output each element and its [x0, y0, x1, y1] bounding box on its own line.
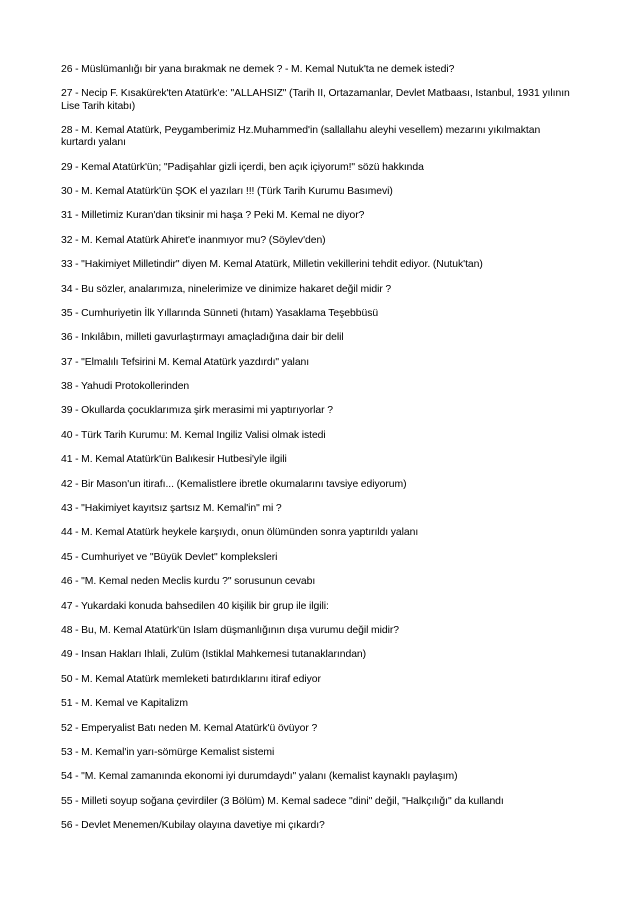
list-item: 53 - M. Kemal'in yarı-sömürge Kemalist sistemi — [61, 746, 275, 758]
list-item: 45 - Cumhuriyet ve "Büyük Devlet" kompleksleri — [61, 551, 278, 563]
list-item: 43 - "Hakimiyet kayıtsız şartsız M. Kemal'in" mi ? — [61, 503, 282, 515]
list-item: 54 - "M. Kemal zamanında ekonomi iyi durumdaydı" yalanı (kemalist kaynaklı paylaşım) — [61, 771, 458, 783]
list-item: 42 - Bir Mason'un itirafı... (Kemalistlere ibretle okumalarını tavsiye ediyorum) — [61, 478, 407, 490]
list-item: 36 - Inkılâbın, milleti gavurlaştırmayı amaçladığına dair bir delil — [61, 332, 344, 344]
list-item: 33 - "Hakimiyet Milletindir" diyen M. Kemal Atatürk, Milletin vekillerini tehdit ediyor. (Nutuk'tan) — [61, 259, 483, 271]
list-item: 34 - Bu sözler, analarımıza, ninelerimize ve dinimize hakaret değil midir ? — [61, 283, 392, 295]
list-item: 30 - M. Kemal Atatürk'ün ŞOK el yazıları !!! (Türk Tarih Kurumu Basımevi) — [61, 185, 393, 197]
list-item: 35 - Cumhuriyetin İlk Yıllarında Sünneti (hıtam) Yasaklama Teşebbüsü — [61, 307, 379, 319]
list-item: 27 - Necip F. Kısakürek'ten Atatürk'e: "ALLAHSIZ" (Tarih II, Ortazamanlar, Devlet Matbaası, Istanbul, 1931 yılının Lise Tarih kitabı) — [61, 88, 570, 112]
list-item: 48 - Bu, M. Kemal Atatürk'ün Islam düşmanlığının dışa vurumu değil midir? — [61, 625, 400, 636]
list-item: 55 - Milleti soyup soğana çevirdiler (3 Bölüm) M. Kemal sadece "dini" değil, "Halkçılığı" da kullandı — [61, 795, 504, 807]
list-item: 41 - M. Kemal Atatürk'ün Balıkesir Hutbesi'yle ilgili — [61, 454, 287, 466]
list-item: 56 - Devlet Menemen/Kubilay olayına davetiye mi çıkardı? — [61, 820, 325, 832]
list-item: 39 - Okullarda çocuklarımıza şirk merasimi mi yaptırıyorlar ? — [61, 405, 333, 417]
list-item: 28 - M. Kemal Atatürk, Peygamberimiz Hz.Muhammed'in (sallallahu aleyhi vesellem) mezarını yıkılmaktan kurtardı yalanı — [61, 124, 541, 149]
document-body — [61, 64, 573, 845]
list-item: 52 - Emperyalist Batı neden M. Kemal Atatürk'ü övüyor ? — [61, 722, 318, 734]
list-item: 44 - M. Kemal Atatürk heykele karşıydı, onun ölümünden sonra yaptırıldı yalanı — [61, 527, 419, 539]
list-item: 46 - "M. Kemal neden Meclis kurdu ?" sorusunun cevabı — [61, 576, 316, 588]
list-item: 32 - M. Kemal Atatürk Ahiret'e inanmıyor mu? (Söylev'den) — [61, 234, 326, 246]
list-item: 50 - M. Kemal Atatürk memleketi batırdıklarını itiraf ediyor — [61, 673, 321, 685]
list-item: 47 - Yukardaki konuda bahsedilen 40 kişilik bir grup ile ilgili: — [61, 600, 329, 612]
list-item: 29 - Kemal Atatürk'ün; "Padişahlar gizli içerdi, ben açık içiyorum!" sözü hakkında — [61, 161, 424, 173]
list-item: 37 - "Elmalılı Tefsirini M. Kemal Atatürk yazdırdı" yalanı — [61, 356, 310, 368]
list-item: 49 - Insan Hakları Ihlali, Zulüm (Istiklal Mahkemesi tutanaklarından) — [61, 649, 367, 661]
list-item: 26 - Müslümanlığı bir yana bırakmak ne demek ? - M. Kemal Nutuk'ta ne demek istedi? — [61, 64, 455, 75]
list-item: 38 - Yahudi Protokollerinden — [61, 381, 190, 393]
list-item: 40 - Türk Tarih Kurumu: M. Kemal Ingiliz Valisi olmak istedi — [61, 429, 326, 441]
list-item: 31 - Milletimiz Kuran'dan tiksinir mi haşa ? Peki M. Kemal ne diyor? — [61, 210, 365, 222]
list-item: 51 - M. Kemal ve Kapitalizm — [61, 698, 189, 710]
